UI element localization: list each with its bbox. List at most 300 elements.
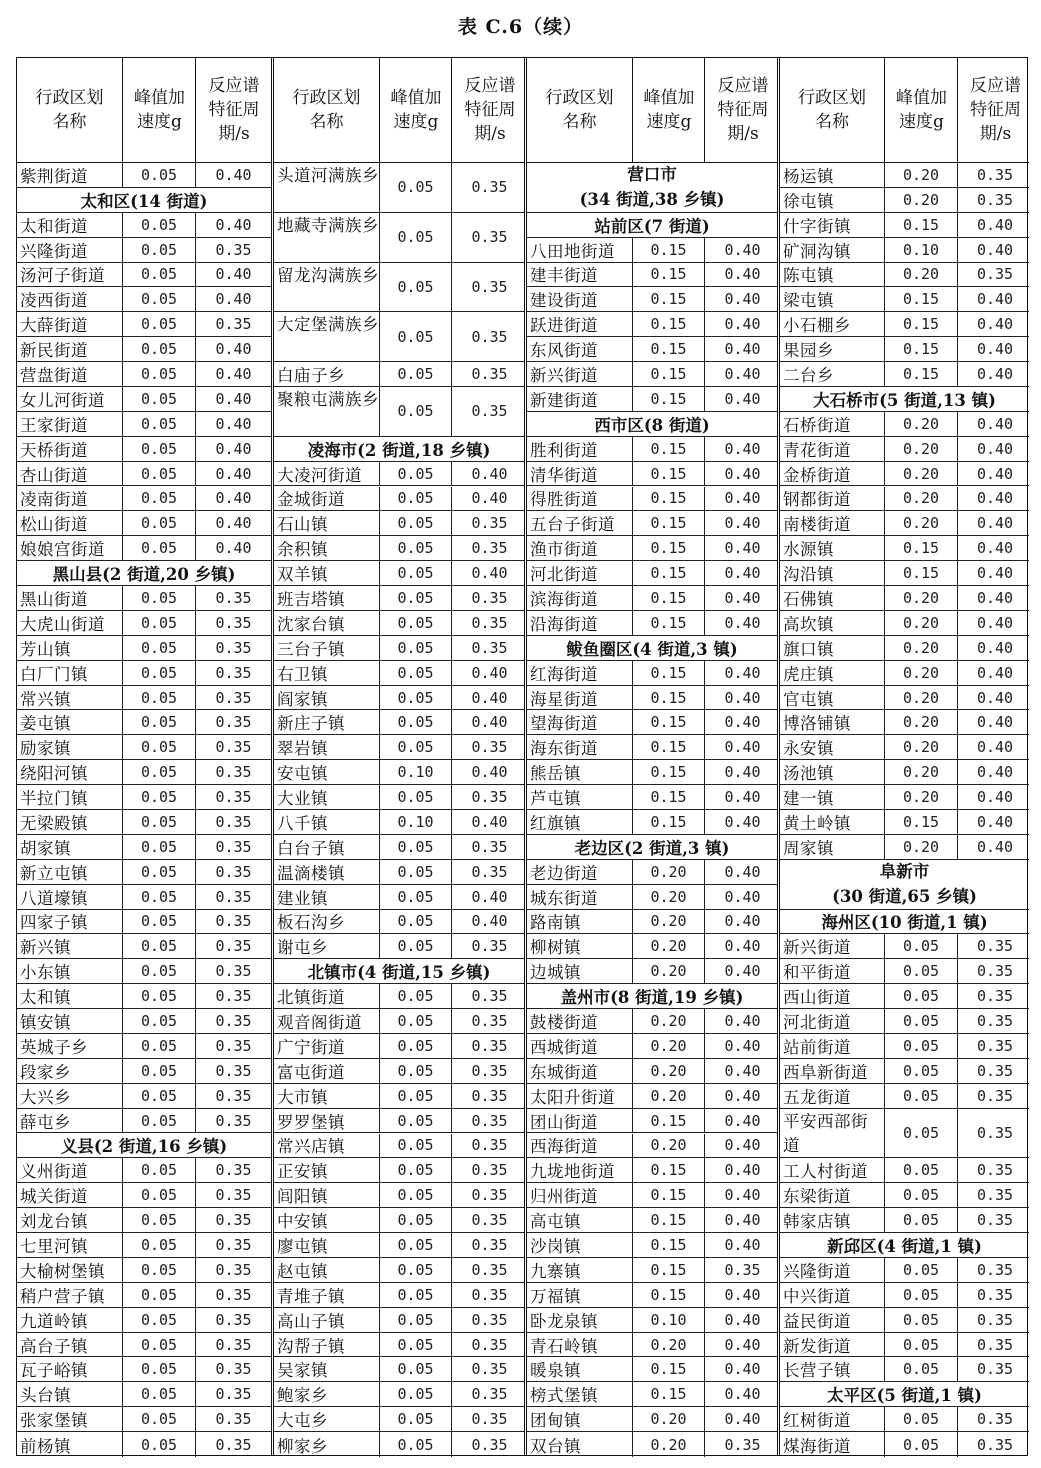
characteristic-period-value: 0.40 xyxy=(957,287,1032,311)
peak-acceleration-value: 0.05 xyxy=(122,1183,195,1207)
peak-acceleration-value: 0.20 xyxy=(884,163,957,187)
peak-acceleration-value: 0.20 xyxy=(632,959,704,983)
division-name: 汤池镇 xyxy=(783,764,834,784)
division-name: 凌西街道 xyxy=(20,291,88,311)
division-name: 大兴乡 xyxy=(20,1087,71,1107)
table-row xyxy=(780,735,1029,760)
division-name: 大市镇 xyxy=(277,1087,328,1107)
peak-acceleration-value: 0.20 xyxy=(632,1333,704,1357)
division-name: 滨海街道 xyxy=(530,589,598,609)
characteristic-period-value: 0.40 xyxy=(195,362,271,386)
city-summary: (34 街道,38 乡镇) xyxy=(579,190,725,210)
table-row xyxy=(274,1134,524,1159)
characteristic-period-value: 0.35 xyxy=(957,959,1032,983)
table-row xyxy=(17,1084,271,1109)
characteristic-period-value: 0.35 xyxy=(195,1034,271,1058)
division-name: 小石棚乡 xyxy=(783,316,851,336)
table-row xyxy=(274,1158,524,1183)
table-row xyxy=(780,984,1029,1009)
characteristic-period-value: 0.40 xyxy=(957,561,1032,585)
peak-acceleration-value: 0.05 xyxy=(884,1183,957,1207)
table-row xyxy=(527,1407,777,1432)
table-row xyxy=(780,959,1029,984)
peak-acceleration-value: 0.15 xyxy=(632,1357,704,1381)
peak-acceleration-value: 0.20 xyxy=(632,1084,704,1108)
characteristic-period-value: 0.40 xyxy=(704,860,780,884)
division-name: 西城街道 xyxy=(530,1037,598,1057)
peak-acceleration-value: 0.05 xyxy=(379,1258,451,1282)
table-row xyxy=(527,1382,777,1407)
division-name: 高山子镇 xyxy=(277,1311,345,1331)
peak-acceleration-value: 0.05 xyxy=(122,163,195,187)
table-column-group-3 xyxy=(524,58,777,1455)
division-name: 红海街道 xyxy=(530,664,598,684)
table-row xyxy=(527,959,777,984)
characteristic-period-value: 0.40 xyxy=(704,611,780,635)
table-row xyxy=(274,1308,524,1333)
table-row xyxy=(527,1333,777,1358)
peak-acceleration-value: 0.15 xyxy=(632,611,704,635)
characteristic-period-value: 0.35 xyxy=(957,188,1032,212)
table-row xyxy=(274,636,524,661)
division-name: 渔市街道 xyxy=(530,540,598,560)
table-row xyxy=(17,636,271,661)
peak-acceleration-value: 0.05 xyxy=(884,1208,957,1232)
characteristic-period-value: 0.40 xyxy=(957,835,1032,859)
division-name: 城东街道 xyxy=(530,888,598,908)
characteristic-period-value: 0.40 xyxy=(704,487,780,511)
division-name: 白庙子乡 xyxy=(277,366,345,385)
peak-acceleration-value: 0.10 xyxy=(379,760,451,784)
peak-acceleration-value: 0.05 xyxy=(884,984,957,1008)
table-row xyxy=(780,710,1029,735)
table-row xyxy=(527,910,777,935)
division-name: 旗口镇 xyxy=(783,639,834,659)
table-row xyxy=(17,586,271,611)
table-row xyxy=(527,1283,777,1308)
division-name: 跃进街道 xyxy=(530,316,598,336)
characteristic-period-value: 0.40 xyxy=(957,636,1032,660)
table-header xyxy=(17,58,271,163)
table-row xyxy=(274,1059,524,1084)
characteristic-period-value: 0.35 xyxy=(704,1432,780,1457)
division-name: 瓦子峪镇 xyxy=(20,1361,88,1381)
table-row xyxy=(527,1258,777,1283)
division-name: 营盘街道 xyxy=(20,366,88,385)
peak-acceleration-value: 0.05 xyxy=(122,735,195,759)
division-name: 白厂门镇 xyxy=(20,664,88,684)
characteristic-period-value: 0.35 xyxy=(957,263,1032,287)
peak-acceleration-value: 0.15 xyxy=(632,1382,704,1406)
table-row xyxy=(527,1109,777,1134)
peak-acceleration-value: 0.15 xyxy=(632,1283,704,1307)
division-name: 大凌河街道 xyxy=(277,465,362,485)
peak-acceleration-value: 0.05 xyxy=(122,1382,195,1406)
characteristic-period-value: 0.40 xyxy=(704,1134,780,1158)
division-name: 绕阳河镇 xyxy=(20,764,88,784)
characteristic-period-value: 0.35 xyxy=(957,984,1032,1008)
table-row xyxy=(780,1208,1029,1233)
characteristic-period-value: 0.40 xyxy=(451,462,527,486)
division-name: 薛屯乡 xyxy=(20,1112,71,1132)
table-row xyxy=(780,1283,1029,1308)
peak-acceleration-value: 0.15 xyxy=(632,1158,704,1182)
peak-acceleration-value: 0.05 xyxy=(122,1283,195,1307)
peak-acceleration-value: 0.05 xyxy=(122,835,195,859)
table-row xyxy=(527,238,777,263)
peak-acceleration-value: 0.15 xyxy=(632,586,704,610)
characteristic-period-value: 0.35 xyxy=(451,785,527,809)
characteristic-period-value: 0.35 xyxy=(451,213,527,262)
characteristic-period-value: 0.35 xyxy=(957,1407,1032,1431)
table-row xyxy=(527,735,777,760)
peak-acceleration-value: 0.05 xyxy=(379,1034,451,1058)
division-name: 西阜新街道 xyxy=(783,1062,868,1082)
characteristic-period-value: 0.35 xyxy=(451,163,527,212)
peak-acceleration-value: 0.20 xyxy=(884,412,957,436)
peak-acceleration-value: 0.05 xyxy=(379,1233,451,1257)
peak-acceleration-value: 0.05 xyxy=(379,885,451,909)
table-row xyxy=(527,437,777,462)
characteristic-period-value: 0.40 xyxy=(195,412,271,436)
division-name: 新兴镇 xyxy=(20,938,71,958)
table-row xyxy=(274,561,524,586)
peak-acceleration-value: 0.05 xyxy=(379,511,451,535)
characteristic-period-value: 0.40 xyxy=(704,710,780,734)
peak-acceleration-value: 0.05 xyxy=(122,885,195,909)
characteristic-period-value: 0.35 xyxy=(451,586,527,610)
table-row xyxy=(17,163,271,188)
peak-acceleration-value: 0.10 xyxy=(379,810,451,834)
characteristic-period-value: 0.40 xyxy=(451,661,527,685)
table-header xyxy=(780,58,1029,163)
table-row xyxy=(780,287,1029,312)
table-row xyxy=(17,1407,271,1432)
characteristic-period-value: 0.35 xyxy=(957,1109,1032,1158)
characteristic-period-value: 0.40 xyxy=(704,511,780,535)
characteristic-period-value: 0.40 xyxy=(704,1009,780,1033)
table-row xyxy=(17,785,271,810)
table-row xyxy=(17,1109,271,1134)
table-row xyxy=(274,611,524,636)
peak-acceleration-value: 0.05 xyxy=(379,487,451,511)
peak-acceleration-value: 0.05 xyxy=(122,1233,195,1257)
table-row xyxy=(527,1059,777,1084)
table-row xyxy=(780,487,1029,512)
table-row xyxy=(17,1258,271,1283)
peak-acceleration-value: 0.15 xyxy=(884,287,957,311)
peak-acceleration-value: 0.20 xyxy=(884,611,957,635)
table-row xyxy=(274,1432,524,1457)
division-name: 三台子镇 xyxy=(277,639,345,659)
division-name: 阎家镇 xyxy=(277,689,328,709)
division-name: 头台镇 xyxy=(20,1386,71,1406)
peak-acceleration-value: 0.15 xyxy=(632,1233,704,1257)
table-row xyxy=(274,387,524,437)
table-row xyxy=(780,1158,1029,1183)
division-name: 稍户营子镇 xyxy=(20,1286,105,1306)
division-name: 无梁殿镇 xyxy=(20,813,88,833)
characteristic-period-value: 0.35 xyxy=(195,984,271,1008)
peak-acceleration-value: 0.20 xyxy=(632,885,704,909)
table-row xyxy=(527,1183,777,1208)
header-peak-acceleration-text: 峰值加速度g xyxy=(390,88,442,132)
peak-acceleration-value: 0.15 xyxy=(884,312,957,336)
table-row xyxy=(780,636,1029,661)
division-name: 女儿河街道 xyxy=(20,390,105,410)
characteristic-period-value: 0.40 xyxy=(704,959,780,983)
characteristic-period-value: 0.40 xyxy=(957,785,1032,809)
header-characteristic-period xyxy=(704,58,781,162)
peak-acceleration-value: 0.20 xyxy=(632,1432,704,1457)
division-name: 姜屯镇 xyxy=(20,714,71,734)
division-name: 大业镇 xyxy=(277,789,328,809)
characteristic-period-value: 0.35 xyxy=(957,1208,1032,1232)
characteristic-period-value: 0.35 xyxy=(704,1258,780,1282)
peak-acceleration-value: 0.05 xyxy=(884,1084,957,1108)
peak-acceleration-value: 0.05 xyxy=(122,337,195,361)
header-characteristic-period-text: 反应谱特征周期/s xyxy=(464,76,516,144)
division-name: 新建街道 xyxy=(530,390,598,410)
division-name: 官屯镇 xyxy=(783,689,834,709)
characteristic-period-value: 0.40 xyxy=(195,511,271,535)
peak-acceleration-value: 0.05 xyxy=(379,1208,451,1232)
section-header: 凌海市(2 街道,18 乡镇) xyxy=(274,437,524,462)
table-row xyxy=(780,586,1029,611)
table-row xyxy=(780,437,1029,462)
characteristic-period-value: 0.40 xyxy=(704,586,780,610)
division-name: 暖泉镇 xyxy=(530,1361,581,1381)
division-name: 兴隆街道 xyxy=(783,1261,851,1281)
division-name: 石山镇 xyxy=(277,515,328,535)
characteristic-period-value: 0.40 xyxy=(957,686,1032,710)
division-name: 芳山镇 xyxy=(20,639,71,659)
table-row xyxy=(527,785,777,810)
division-name: 青堆子镇 xyxy=(277,1286,345,1306)
header-peak-acceleration xyxy=(122,58,196,162)
header-characteristic-period-text: 反应谱特征周期/s xyxy=(970,76,1021,144)
characteristic-period-value: 0.35 xyxy=(957,1059,1032,1083)
peak-acceleration-value: 0.05 xyxy=(379,611,451,635)
table-row xyxy=(17,337,271,362)
characteristic-period-value: 0.40 xyxy=(451,760,527,784)
table-row xyxy=(527,462,777,487)
division-name: 双羊镇 xyxy=(277,565,328,585)
table-row xyxy=(17,984,271,1009)
table-row xyxy=(527,1158,777,1183)
peak-acceleration-value: 0.20 xyxy=(632,1059,704,1083)
table-row xyxy=(780,835,1029,860)
division-name: 段家乡 xyxy=(20,1062,71,1082)
peak-acceleration-value: 0.05 xyxy=(379,1407,451,1431)
characteristic-period-value: 0.40 xyxy=(704,1283,780,1307)
division-name: 陈屯镇 xyxy=(783,266,834,286)
division-name: 望海街道 xyxy=(530,714,598,734)
characteristic-period-value: 0.35 xyxy=(451,984,527,1008)
characteristic-period-value: 0.40 xyxy=(957,462,1032,486)
table-row xyxy=(274,462,524,487)
characteristic-period-value: 0.40 xyxy=(704,287,780,311)
characteristic-period-value: 0.35 xyxy=(195,611,271,635)
peak-acceleration-value: 0.05 xyxy=(122,661,195,685)
section-header: 鲅鱼圈区(4 街道,3 镇) xyxy=(527,636,777,661)
division-name: 富屯街道 xyxy=(277,1062,345,1082)
division-name: 熊岳镇 xyxy=(530,764,581,784)
table-row xyxy=(274,511,524,536)
division-name: 万福镇 xyxy=(530,1286,581,1306)
characteristic-period-value: 0.40 xyxy=(195,337,271,361)
division-name: 胡家镇 xyxy=(20,838,71,858)
characteristic-period-value: 0.40 xyxy=(957,362,1032,386)
characteristic-period-value: 0.35 xyxy=(195,1333,271,1357)
table-row xyxy=(527,487,777,512)
division-name: 虎庄镇 xyxy=(783,664,834,684)
division-name: 柳家乡 xyxy=(277,1436,328,1456)
characteristic-period-value: 0.40 xyxy=(704,536,780,560)
division-name: 八田地街道 xyxy=(530,241,615,261)
table-row xyxy=(17,885,271,910)
division-name: 石佛镇 xyxy=(783,589,834,609)
division-name: 九寨镇 xyxy=(530,1261,581,1281)
peak-acceleration-value: 0.05 xyxy=(884,1333,957,1357)
characteristic-period-value: 0.35 xyxy=(195,785,271,809)
table-row xyxy=(780,1407,1029,1432)
characteristic-period-value: 0.40 xyxy=(957,735,1032,759)
peak-acceleration-value: 0.05 xyxy=(122,1357,195,1381)
peak-acceleration-value: 0.15 xyxy=(632,661,704,685)
table-row xyxy=(17,1059,271,1084)
characteristic-period-value: 0.40 xyxy=(704,263,780,287)
characteristic-period-value: 0.35 xyxy=(195,835,271,859)
characteristic-period-value: 0.40 xyxy=(704,735,780,759)
peak-acceleration-value: 0.05 xyxy=(379,785,451,809)
table-row xyxy=(780,810,1029,835)
peak-acceleration-value: 0.05 xyxy=(122,437,195,461)
division-name: 常兴镇 xyxy=(20,689,71,709)
characteristic-period-value: 0.40 xyxy=(704,1333,780,1357)
header-name-text: 行政区划名称 xyxy=(798,88,866,132)
division-name: 太和镇 xyxy=(20,988,71,1008)
table-column-group-1 xyxy=(17,58,271,1455)
peak-acceleration-value: 0.20 xyxy=(884,760,957,784)
section-header: 大石桥市(5 街道,13 镇) xyxy=(780,387,1029,412)
division-name: 青石岭镇 xyxy=(530,1336,598,1356)
table-row xyxy=(17,1183,271,1208)
division-name: 永安镇 xyxy=(783,739,834,759)
characteristic-period-value: 0.40 xyxy=(195,536,271,560)
peak-acceleration-value: 0.15 xyxy=(632,1183,704,1207)
characteristic-period-value: 0.35 xyxy=(451,536,527,560)
characteristic-period-value: 0.35 xyxy=(195,1109,271,1133)
peak-acceleration-value: 0.05 xyxy=(122,312,195,336)
peak-acceleration-value: 0.15 xyxy=(884,536,957,560)
characteristic-period-value: 0.40 xyxy=(957,586,1032,610)
table-row xyxy=(780,312,1029,337)
header-peak-acceleration xyxy=(379,58,452,162)
table-row xyxy=(17,238,271,263)
peak-acceleration-value: 0.15 xyxy=(632,263,704,287)
characteristic-period-value: 0.35 xyxy=(451,835,527,859)
division-name: 鼓楼街道 xyxy=(530,1013,598,1032)
table-row xyxy=(527,312,777,337)
table-row xyxy=(17,1432,271,1457)
division-name: 榜式堡镇 xyxy=(530,1386,598,1406)
characteristic-period-value: 0.35 xyxy=(957,1258,1032,1282)
table-row xyxy=(274,661,524,686)
table-row xyxy=(274,810,524,835)
characteristic-period-value: 0.40 xyxy=(704,885,780,909)
division-name: 王家街道 xyxy=(20,415,88,435)
peak-acceleration-value: 0.05 xyxy=(884,1258,957,1282)
table-row xyxy=(17,1158,271,1183)
characteristic-period-value: 0.35 xyxy=(957,1432,1032,1457)
table-row xyxy=(780,462,1029,487)
peak-acceleration-value: 0.15 xyxy=(632,1208,704,1232)
table-row xyxy=(527,387,777,412)
table-row xyxy=(274,163,524,213)
characteristic-period-value: 0.35 xyxy=(195,710,271,734)
division-name: 大薛街道 xyxy=(20,316,88,336)
table-row xyxy=(17,462,271,487)
characteristic-period-value: 0.40 xyxy=(451,561,527,585)
characteristic-period-value: 0.40 xyxy=(704,1158,780,1182)
table-row xyxy=(527,561,777,586)
header-name xyxy=(17,58,122,162)
peak-acceleration-value: 0.15 xyxy=(632,536,704,560)
table-row xyxy=(780,686,1029,711)
peak-acceleration-value: 0.05 xyxy=(379,661,451,685)
characteristic-period-value: 0.35 xyxy=(195,661,271,685)
table-row xyxy=(780,412,1029,437)
table-row xyxy=(17,661,271,686)
division-name: 班吉塔镇 xyxy=(277,589,345,609)
division-name: 谢屯乡 xyxy=(277,938,328,958)
peak-acceleration-value: 0.20 xyxy=(632,1407,704,1431)
characteristic-period-value: 0.40 xyxy=(451,910,527,934)
table-row xyxy=(17,312,271,337)
table-row xyxy=(527,760,777,785)
characteristic-period-value: 0.40 xyxy=(704,1084,780,1108)
table-row xyxy=(17,1308,271,1333)
peak-acceleration-value: 0.05 xyxy=(122,785,195,809)
division-name: 工人村街道 xyxy=(783,1162,868,1182)
header-characteristic-period xyxy=(957,58,1033,162)
table-row xyxy=(780,1258,1029,1283)
table-row xyxy=(17,1009,271,1034)
peak-acceleration-value: 0.05 xyxy=(379,163,451,212)
table-row xyxy=(17,287,271,312)
table-row xyxy=(780,188,1029,213)
section-header: 北镇市(4 街道,15 乡镇) xyxy=(274,959,524,984)
peak-acceleration-value: 0.20 xyxy=(632,1009,704,1033)
characteristic-period-value: 0.35 xyxy=(957,1084,1032,1108)
table-row xyxy=(17,611,271,636)
header-characteristic-period xyxy=(195,58,272,162)
division-name: 大榆树堡镇 xyxy=(20,1261,105,1281)
division-name: 兴隆街道 xyxy=(20,241,88,261)
table-row xyxy=(780,785,1029,810)
division-name: 白台子镇 xyxy=(277,838,345,858)
peak-acceleration-value: 0.05 xyxy=(379,1333,451,1357)
section-header: 新邱区(4 街道,1 镇) xyxy=(780,1233,1029,1258)
characteristic-period-value: 0.40 xyxy=(195,387,271,411)
characteristic-period-value: 0.40 xyxy=(704,1059,780,1083)
peak-acceleration-value: 0.20 xyxy=(884,511,957,535)
division-name: 梁屯镇 xyxy=(783,291,834,311)
characteristic-period-value: 0.35 xyxy=(957,163,1032,187)
division-name: 东城街道 xyxy=(530,1062,598,1082)
division-name: 常兴店镇 xyxy=(277,1137,345,1157)
